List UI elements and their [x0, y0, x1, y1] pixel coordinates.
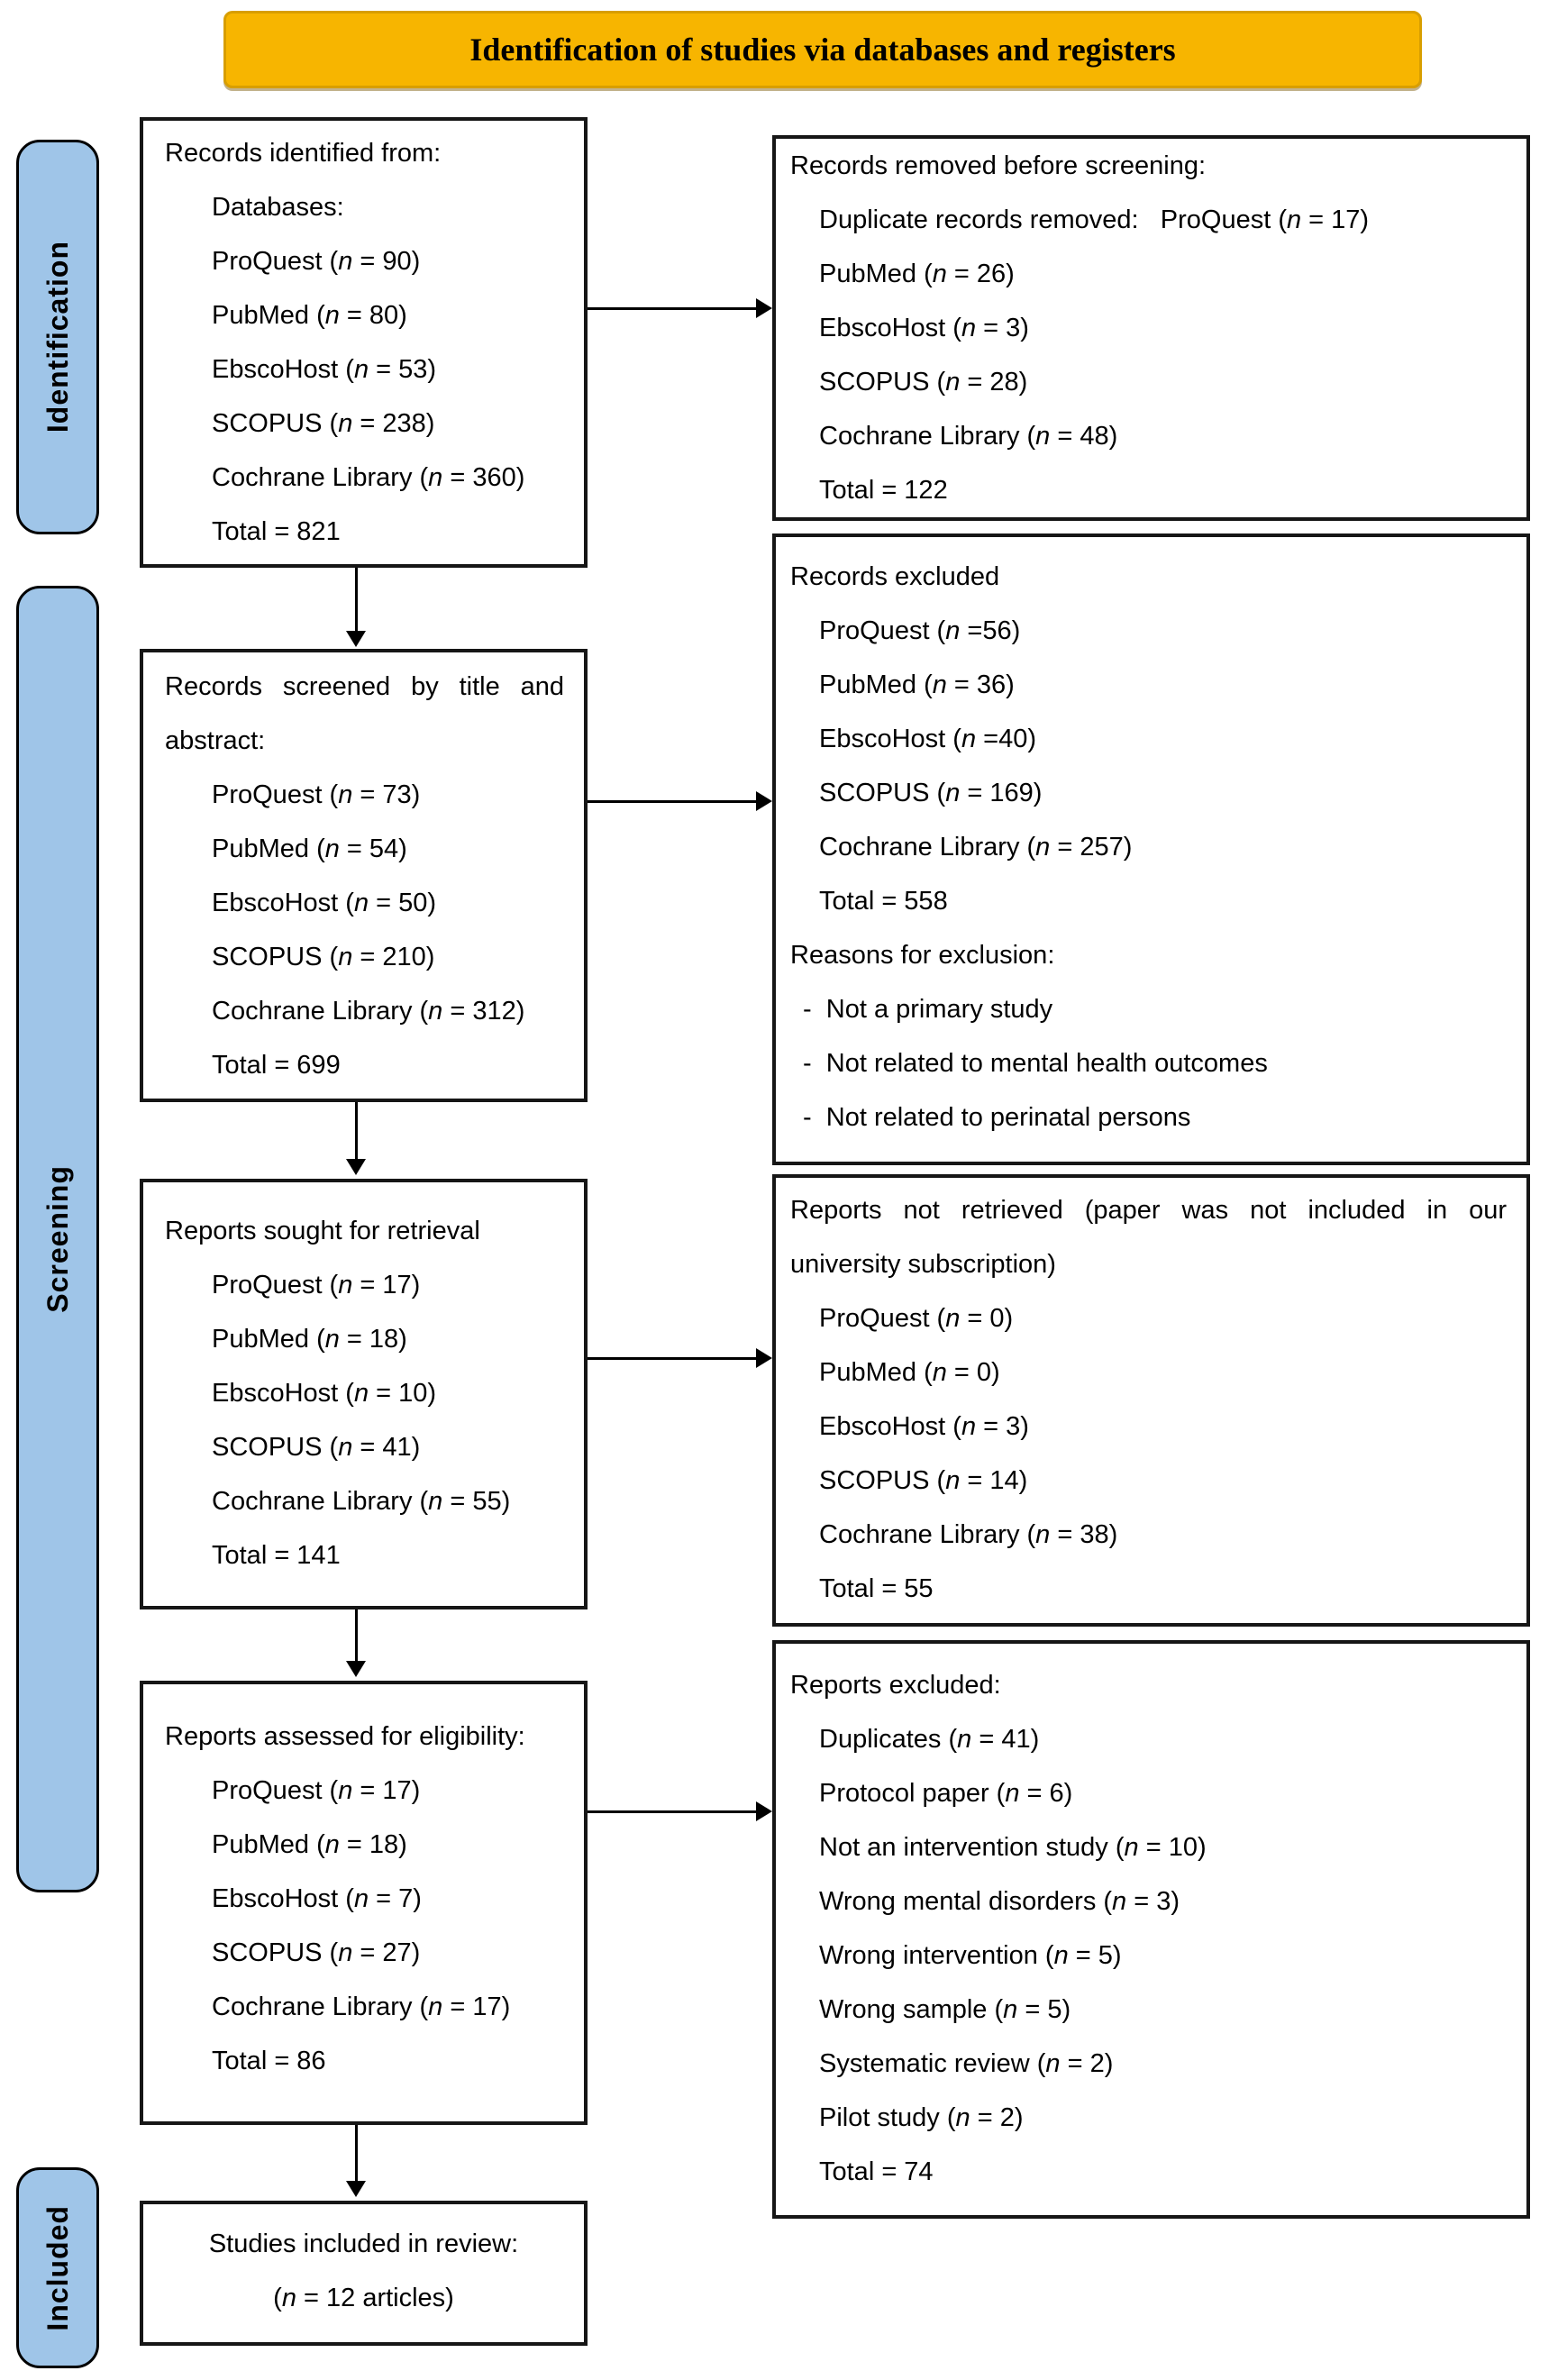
arrow-sought-to-assessed-head — [346, 1661, 366, 1677]
title-banner — [223, 11, 1422, 88]
box-line: EbscoHost (n = 3) — [819, 314, 1029, 342]
box-line: PubMed (n = 18) — [212, 1325, 407, 1354]
box-line: SCOPUS (n = 41) — [212, 1433, 421, 1462]
box-reports-sought — [140, 1179, 588, 1609]
box-line: PubMed (n = 26) — [819, 260, 1015, 288]
box-line: Reports assessed for eligibility: — [165, 1722, 525, 1751]
stage-label-included-text: Included — [41, 2204, 74, 2331]
box-line: ProQuest (n = 17) — [212, 1776, 421, 1805]
box-line: (n = 12 articles) — [273, 2284, 454, 2312]
box-line: ProQuest (n = 17) — [212, 1271, 421, 1299]
box-line: ProQuest (n =56) — [819, 616, 1021, 645]
arrow-identified-to-screened-head — [346, 631, 366, 647]
box-line: SCOPUS (n = 27) — [212, 1938, 421, 1967]
box-line: PubMed (n = 18) — [212, 1830, 407, 1859]
box-line: Databases: — [212, 193, 344, 222]
box-line: Cochrane Library (n = 360) — [212, 463, 525, 492]
arrow-assessed-to-excluded-line — [588, 1810, 756, 1813]
box-line: Cochrane Library (n = 257) — [819, 833, 1133, 862]
box-line: EbscoHost (n = 7) — [212, 1884, 422, 1913]
box-line: - Not related to mental health outcomes — [803, 1049, 1268, 1078]
box-line: ProQuest (n = 0) — [819, 1304, 1014, 1333]
box-records-screened — [140, 649, 588, 1102]
box-line: Reports not retrieved (paper was not included in our university subscription) — [790, 1196, 1507, 1279]
arrow-assessed-to-included-head — [346, 2181, 366, 2197]
arrow-assessed-to-excluded-head — [756, 1801, 772, 1821]
box-line: Reports excluded: — [790, 1671, 1001, 1700]
box-line: EbscoHost (n = 53) — [212, 355, 437, 384]
box-line: Total = 558 — [819, 887, 948, 916]
box-line: EbscoHost (n =40) — [819, 725, 1037, 753]
stage-label-screening-text: Screening — [41, 1165, 74, 1313]
arrow-screened-to-sought-line — [355, 1102, 358, 1160]
box-line: Cochrane Library (n = 55) — [212, 1487, 511, 1516]
box-line: EbscoHost (n = 3) — [819, 1412, 1029, 1441]
box-reports-not-retrieved — [772, 1174, 1530, 1627]
box-line: Systematic review (n = 2) — [819, 2049, 1114, 2078]
box-line: Protocol paper (n = 6) — [819, 1779, 1073, 1808]
box-line: Reasons for exclusion: — [790, 941, 1055, 970]
box-line: Cochrane Library (n = 38) — [819, 1520, 1118, 1549]
box-line: PubMed (n = 36) — [819, 670, 1015, 699]
box-records-removed — [772, 135, 1530, 521]
box-line: SCOPUS (n = 28) — [819, 368, 1028, 397]
box-line: Cochrane Library (n = 312) — [212, 997, 525, 1026]
box-reports-assessed — [140, 1681, 588, 2125]
box-line: Records removed before screening: — [790, 151, 1207, 180]
box-line: PubMed (n = 54) — [212, 834, 407, 863]
box-line: PubMed (n = 0) — [819, 1358, 1000, 1387]
arrow-screened-to-excluded-line — [588, 800, 756, 803]
box-line: EbscoHost (n = 50) — [212, 889, 437, 917]
box-line: Total = 821 — [212, 517, 341, 546]
box-line: Total = 74 — [819, 2157, 934, 2186]
box-line: Wrong mental disorders (n = 3) — [819, 1887, 1180, 1916]
box-line: Total = 55 — [819, 1574, 934, 1603]
diagram-title: Identification of studies via databases and registers — [469, 32, 1176, 68]
stage-label-screening — [16, 586, 99, 1892]
box-line: Duplicate records removed: ProQuest (n = 17) — [819, 205, 1370, 234]
stage-label-identification-text: Identification — [41, 241, 74, 433]
arrow-screened-to-excluded-head — [756, 791, 772, 811]
box-line: Studies included in review: — [208, 2230, 519, 2258]
box-line: Total = 122 — [819, 476, 948, 505]
box-records-identified — [140, 117, 588, 568]
box-line: Cochrane Library (n = 48) — [819, 422, 1118, 451]
box-line: SCOPUS (n = 14) — [819, 1466, 1028, 1495]
box-line: Wrong intervention (n = 5) — [819, 1941, 1122, 1970]
arrow-assessed-to-included-line — [355, 2125, 358, 2182]
box-line: ProQuest (n = 90) — [212, 247, 421, 276]
box-line: SCOPUS (n = 238) — [212, 409, 435, 438]
arrow-identified-to-removed-line — [588, 307, 756, 310]
box-reports-excluded — [772, 1640, 1530, 2219]
box-line: Not an intervention study (n = 10) — [819, 1833, 1207, 1862]
stage-label-included — [16, 2167, 99, 2368]
box-line: Records excluded — [790, 562, 1000, 591]
box-line: SCOPUS (n = 169) — [819, 779, 1043, 807]
arrow-sought-to-notretrieved-line — [588, 1357, 756, 1360]
box-line: SCOPUS (n = 210) — [212, 943, 435, 971]
box-studies-included — [140, 2201, 588, 2346]
box-line: Total = 699 — [212, 1051, 341, 1080]
arrow-identified-to-removed-head — [756, 298, 772, 318]
box-records-excluded — [772, 533, 1530, 1165]
box-line: PubMed (n = 80) — [212, 301, 407, 330]
arrow-screened-to-sought-head — [346, 1159, 366, 1175]
box-line: Records identified from: — [165, 139, 442, 168]
box-line: Cochrane Library (n = 17) — [212, 1992, 511, 2021]
stage-label-identification — [16, 140, 99, 534]
arrow-identified-to-screened-line — [355, 568, 358, 632]
box-line: Reports sought for retrieval — [165, 1217, 480, 1245]
box-line: Pilot study (n = 2) — [819, 2103, 1024, 2132]
box-line: - Not a primary study — [803, 995, 1053, 1024]
box-line: EbscoHost (n = 10) — [212, 1379, 437, 1408]
box-line: Duplicates (n = 41) — [819, 1725, 1040, 1754]
arrow-sought-to-notretrieved-head — [756, 1348, 772, 1368]
box-line: Total = 86 — [212, 2047, 326, 2075]
box-line: Wrong sample (n = 5) — [819, 1995, 1071, 2024]
arrow-sought-to-assessed-line — [355, 1609, 358, 1662]
box-line: Total = 141 — [212, 1541, 341, 1570]
box-line: - Not related to perinatal persons — [803, 1103, 1191, 1132]
box-line: Records screened by title and abstract: — [165, 672, 564, 755]
box-line: ProQuest (n = 73) — [212, 780, 421, 809]
